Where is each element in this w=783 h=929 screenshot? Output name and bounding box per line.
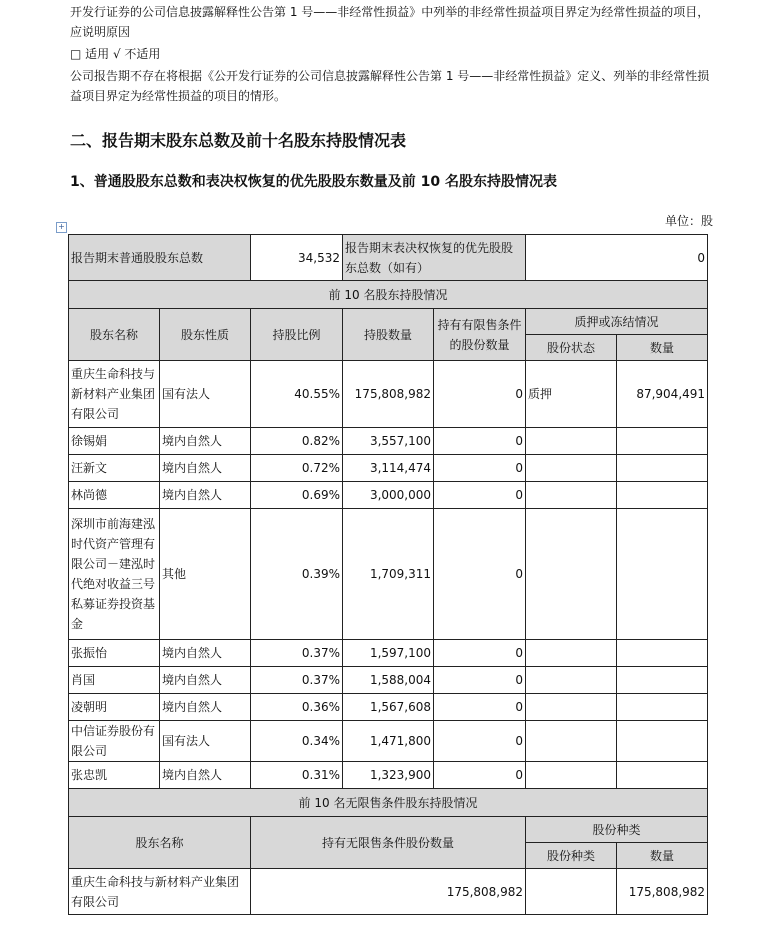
header-ratio: 持股比例	[251, 309, 343, 361]
unrestricted-header-type: 股份种类	[526, 843, 617, 869]
shareholding-quantity: 1,323,900	[343, 762, 434, 789]
shareholder-name: 张忠凯	[69, 762, 160, 789]
top10-header-row	[69, 309, 708, 335]
table-row	[69, 640, 708, 667]
shareholding-quantity: 3,000,000	[343, 482, 434, 509]
shareholder-name: 中信证券股份有限公司	[69, 721, 160, 762]
shareholder-name: 汪新文	[69, 455, 160, 482]
unrestricted-header-quantity: 持有无限售条件股份数量	[251, 817, 526, 869]
pledge-quantity	[617, 694, 708, 721]
table-row	[69, 428, 708, 455]
restricted-quantity: 0	[434, 455, 526, 482]
statement-paragraph: 公司报告期不存在将根据《公开发行证券的公司信息披露解释性公告第 1 号——非经常性损益》定义、列举的非经常性损益项目界定为经常性损益的项目的情形。	[70, 69, 710, 103]
applicability-line: □ 适用 √ 不适用	[70, 47, 161, 61]
restricted-quantity: 0	[434, 694, 526, 721]
share-type	[526, 869, 617, 915]
unrestricted-header-type-quantity: 数量	[617, 843, 708, 869]
table-move-handle-icon[interactable]: +	[56, 222, 67, 233]
pledge-status	[526, 428, 617, 455]
subsection-title: 1、普通股股东总数和表决权恢复的优先股股东数量及前 10 名股东持股情况表	[70, 174, 557, 190]
shareholding-ratio: 0.37%	[251, 667, 343, 694]
shareholding-quantity: 175,808,982	[343, 361, 434, 428]
pledge-quantity	[617, 428, 708, 455]
shareholding-quantity: 3,114,474	[343, 455, 434, 482]
unrestricted-quantity: 175,808,982	[251, 869, 526, 915]
pledge-quantity	[617, 455, 708, 482]
pledge-status	[526, 694, 617, 721]
shareholding-ratio: 0.31%	[251, 762, 343, 789]
restricted-quantity: 0	[434, 667, 526, 694]
top10-title: 前 10 名股东持股情况	[69, 281, 708, 309]
pledge-status: 质押	[526, 361, 617, 428]
unrestricted-title-row	[69, 789, 708, 817]
header-nature: 股东性质	[160, 309, 251, 361]
pledge-status	[526, 721, 617, 762]
shareholder-nature: 境内自然人	[160, 482, 251, 509]
pledge-status	[526, 482, 617, 509]
shareholder-nature: 境内自然人	[160, 694, 251, 721]
shareholding-ratio: 40.55%	[251, 361, 343, 428]
preferred-holders-value: 0	[526, 235, 708, 281]
shareholder-nature: 国有法人	[160, 361, 251, 428]
shareholder-nature: 其他	[160, 509, 251, 640]
shareholder-nature: 境内自然人	[160, 640, 251, 667]
table-row	[69, 455, 708, 482]
unrestricted-title: 前 10 名无限售条件股东持股情况	[69, 789, 708, 817]
pledge-status	[526, 667, 617, 694]
common-holders-label: 报告期末普通股股东总数	[69, 235, 251, 281]
restricted-quantity: 0	[434, 640, 526, 667]
shareholder-nature: 境内自然人	[160, 455, 251, 482]
restricted-quantity: 0	[434, 721, 526, 762]
header-pledge-status: 股份状态	[526, 335, 617, 361]
shareholder-table	[68, 234, 708, 915]
table-row	[69, 509, 708, 640]
pledge-quantity	[617, 509, 708, 640]
top10-title-row	[69, 281, 708, 309]
header-restricted: 持有有限售条件的股份数量	[434, 309, 526, 361]
shareholder-name: 徐锡娟	[69, 428, 160, 455]
pledge-status	[526, 509, 617, 640]
section-title: 二、报告期末股东总数及前十名股东持股情况表	[70, 131, 407, 150]
header-pledge: 质押或冻结情况	[526, 309, 708, 335]
unrestricted-header-name: 股东名称	[69, 817, 251, 869]
common-holders-value: 34,532	[251, 235, 343, 281]
shareholder-name: 林尚德	[69, 482, 160, 509]
header-name: 股东名称	[69, 309, 160, 361]
shareholder-name: 重庆生命科技与新材料产业集团有限公司	[69, 361, 160, 428]
restricted-quantity: 0	[434, 361, 526, 428]
table-row	[69, 482, 708, 509]
unrestricted-header-row	[69, 817, 708, 843]
table-row	[69, 721, 708, 762]
unrestricted-header-type-group: 股份种类	[526, 817, 708, 843]
pledge-quantity	[617, 640, 708, 667]
shareholder-nature: 境内自然人	[160, 762, 251, 789]
shareholding-quantity: 1,471,800	[343, 721, 434, 762]
shareholding-quantity: 1,709,311	[343, 509, 434, 640]
pledge-quantity	[617, 667, 708, 694]
shareholding-quantity: 1,567,608	[343, 694, 434, 721]
shareholder-name: 肖国	[69, 667, 160, 694]
pledge-status	[526, 455, 617, 482]
pledge-status	[526, 640, 617, 667]
table-row	[69, 869, 708, 915]
shareholding-quantity: 1,597,100	[343, 640, 434, 667]
shareholder-name: 深圳市前海建泓时代资产管理有限公司－建泓时代绝对收益三号私募证券投资基金	[69, 509, 160, 640]
restricted-quantity: 0	[434, 509, 526, 640]
unrestricted-shareholder-name: 重庆生命科技与新材料产业集团有限公司	[69, 869, 251, 915]
intro-paragraph: 开发行证券的公司信息披露解释性公告第 1 号——非经常性损益》中列举的非经常性损益项目界定为经常性损益的项目，应说明原因	[70, 5, 710, 39]
shareholding-ratio: 0.82%	[251, 428, 343, 455]
share-type-quantity: 175,808,982	[617, 869, 708, 915]
restricted-quantity: 0	[434, 428, 526, 455]
pledge-status	[526, 762, 617, 789]
table-row	[69, 667, 708, 694]
shareholding-ratio: 0.34%	[251, 721, 343, 762]
table-row	[69, 694, 708, 721]
pledge-quantity	[617, 482, 708, 509]
pledge-quantity	[617, 721, 708, 762]
shareholding-quantity: 1,588,004	[343, 667, 434, 694]
shareholder-nature: 境内自然人	[160, 667, 251, 694]
restricted-quantity: 0	[434, 762, 526, 789]
unit-label: 单位：股	[664, 214, 713, 228]
shareholder-nature: 国有法人	[160, 721, 251, 762]
pledge-quantity	[617, 762, 708, 789]
shareholding-ratio: 0.69%	[251, 482, 343, 509]
shareholding-ratio: 0.72%	[251, 455, 343, 482]
shareholding-quantity: 3,557,100	[343, 428, 434, 455]
header-pledge-quantity: 数量	[617, 335, 708, 361]
shareholding-ratio: 0.39%	[251, 509, 343, 640]
table-row	[69, 361, 708, 428]
shareholder-name: 凌朝明	[69, 694, 160, 721]
pledge-quantity: 87,904,491	[617, 361, 708, 428]
shareholding-ratio: 0.37%	[251, 640, 343, 667]
summary-row	[69, 235, 708, 281]
shareholder-nature: 境内自然人	[160, 428, 251, 455]
shareholding-ratio: 0.36%	[251, 694, 343, 721]
preferred-holders-label: 报告期末表决权恢复的优先股股东总数（如有）	[343, 235, 526, 281]
header-quantity: 持股数量	[343, 309, 434, 361]
table-row	[69, 762, 708, 789]
shareholder-name: 张振怡	[69, 640, 160, 667]
restricted-quantity: 0	[434, 482, 526, 509]
